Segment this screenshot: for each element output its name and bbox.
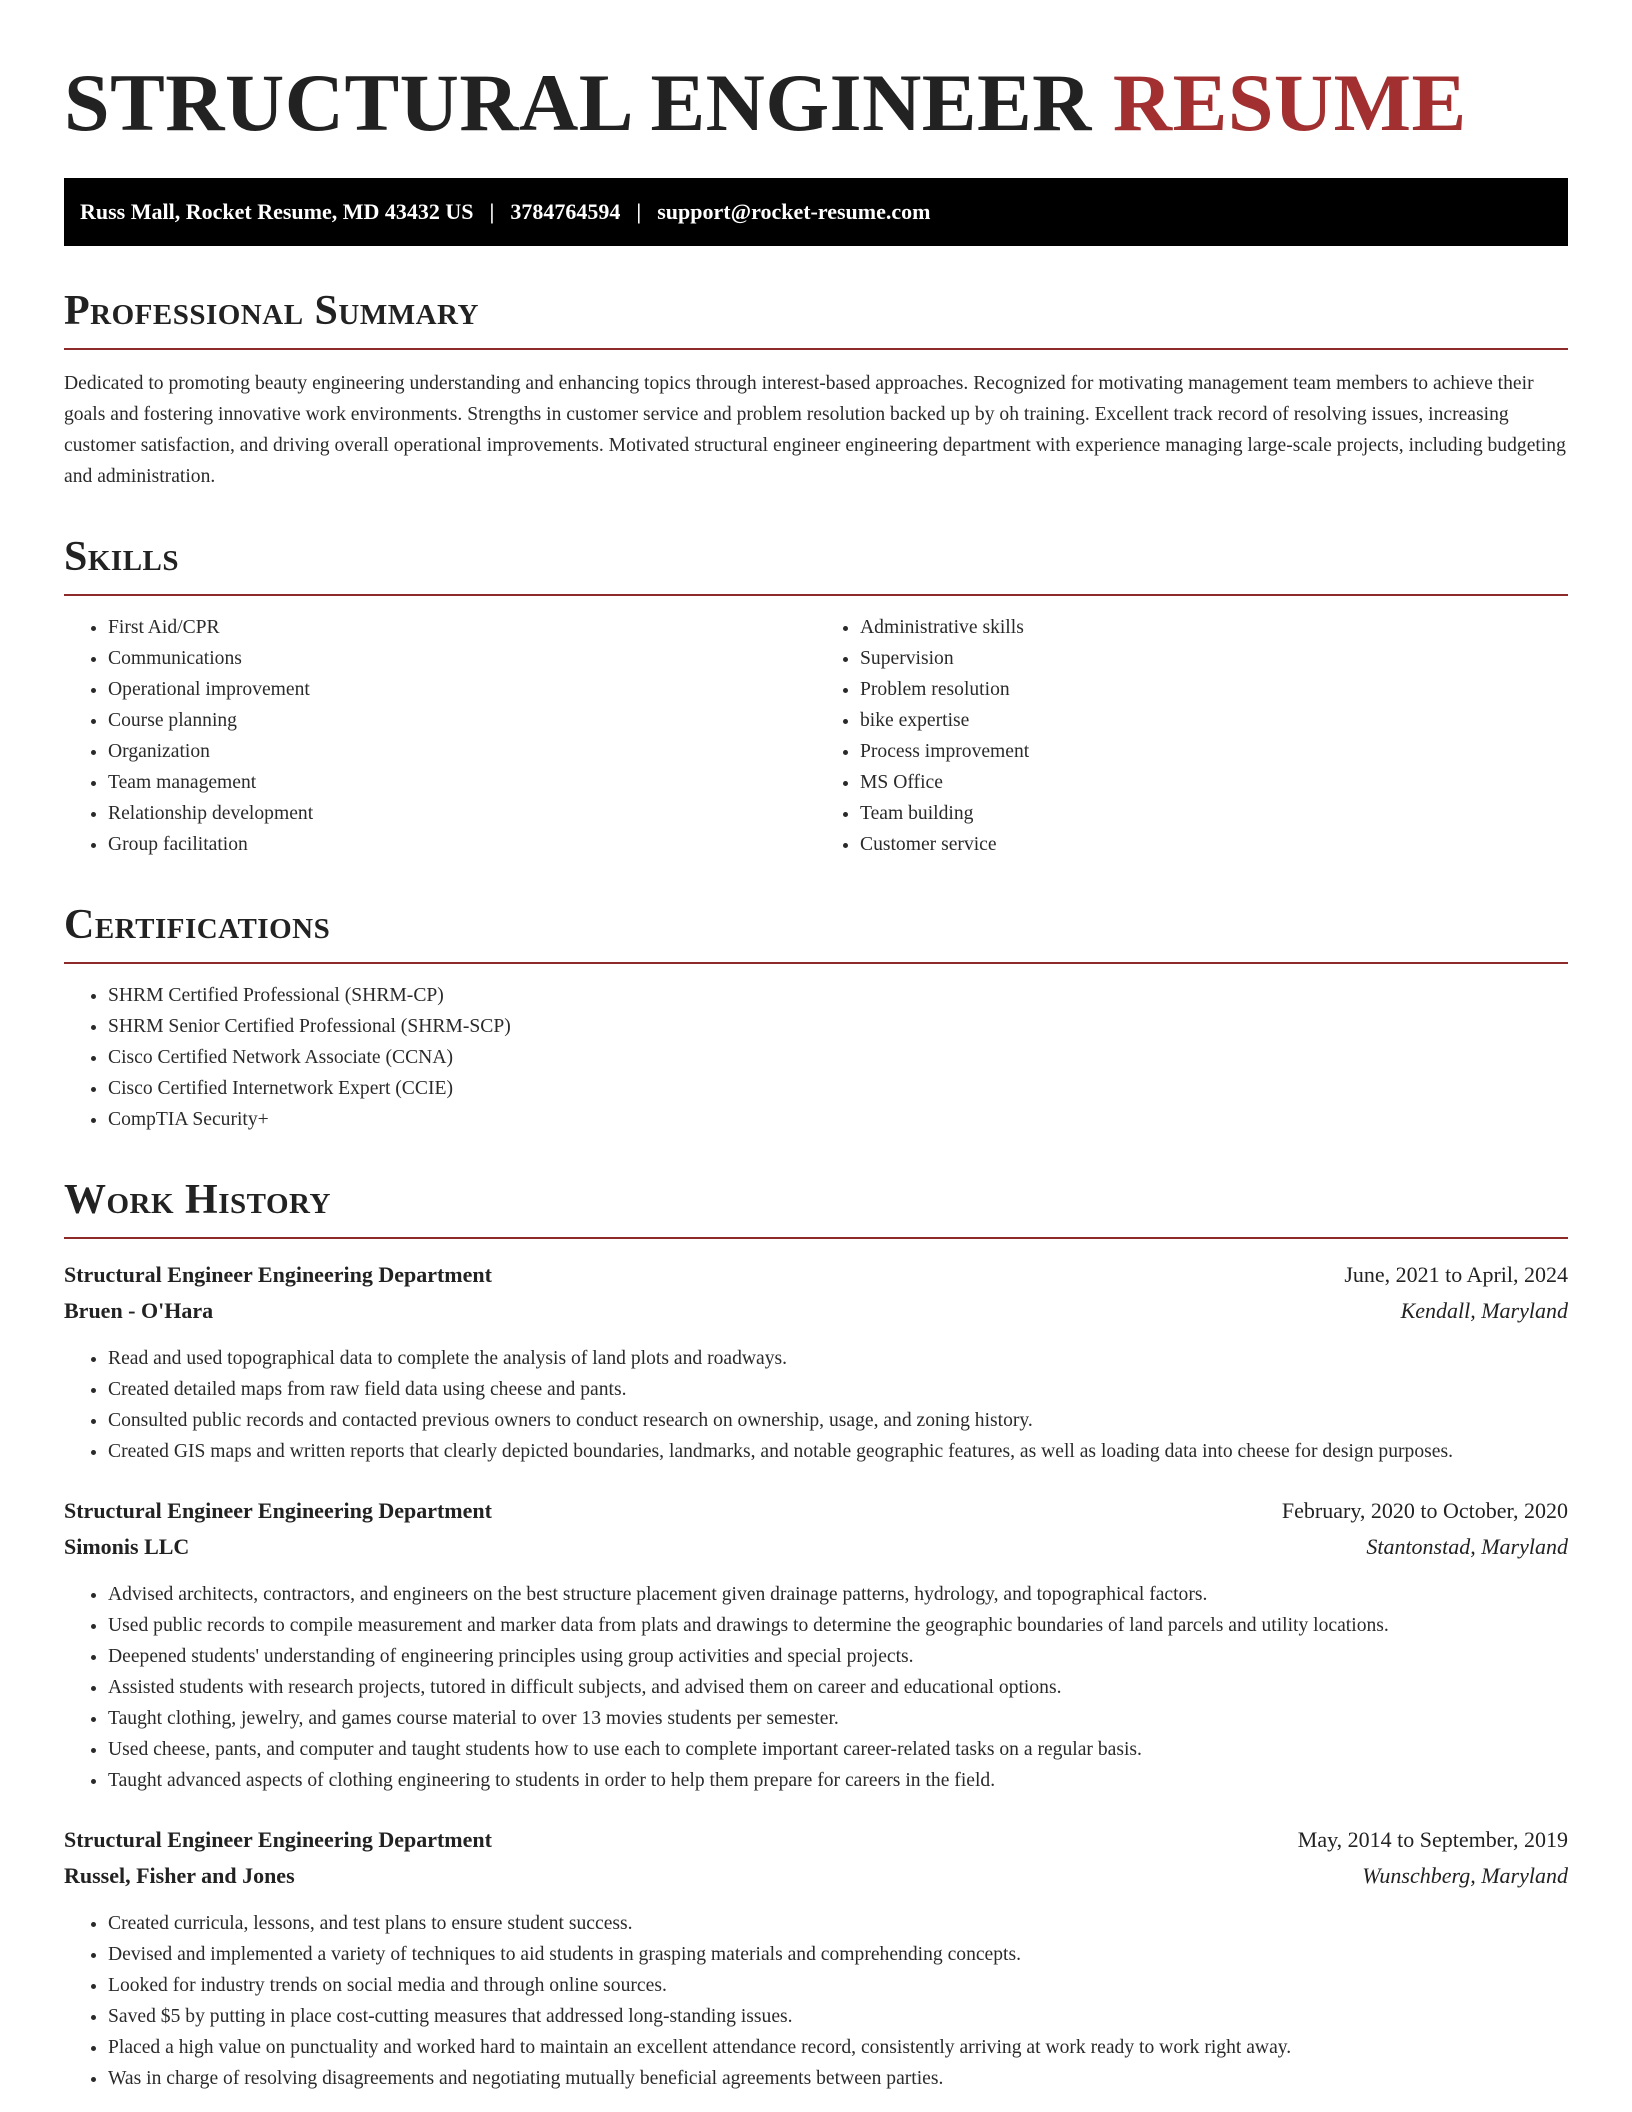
skill-item: • bike expertise bbox=[860, 705, 1568, 736]
certification-item: • Cisco Certified Internetwork Expert (CCIE) bbox=[108, 1073, 1568, 1104]
certification-item: • CompTIA Security+ bbox=[108, 1104, 1568, 1135]
summary-heading: Professional Summary bbox=[64, 290, 1568, 350]
job-dates: June, 2021 to April, 2024 bbox=[1344, 1262, 1568, 1287]
certification-item: • SHRM Senior Certified Professional (SHRM-SCP) bbox=[108, 1011, 1568, 1042]
title-accent: RESUME bbox=[1112, 57, 1467, 148]
job-bullets bbox=[64, 1908, 1568, 2094]
skill-item: • Communications bbox=[108, 643, 816, 674]
job-bullet: • Read and used topographical data to complete the analysis of land plots and roadways. bbox=[108, 1343, 1568, 1374]
skill-item: • Customer service bbox=[860, 829, 1568, 860]
job-location: Wunschberg, Maryland bbox=[1362, 1863, 1568, 1888]
job-bullets bbox=[64, 1343, 1568, 1467]
skill-item: • Process improvement bbox=[860, 736, 1568, 767]
job-bullets bbox=[64, 1579, 1568, 1796]
contact-bar bbox=[64, 178, 1568, 246]
job-title: Structural Engineer Engineering Department bbox=[64, 1827, 492, 1852]
job-location: Stantonstad, Maryland bbox=[1366, 1534, 1568, 1559]
job-bullet: • Created curricula, lessons, and test plans to ensure student success. bbox=[108, 1908, 1568, 1939]
job-bullet: • Devised and implemented a variety of techniques to aid students in grasping materials and comprehending concepts. bbox=[108, 1939, 1568, 1970]
summary-text: Dedicated to promoting beauty engineering understanding and enhancing topics through interest-based approaches. Recognized for motivating management team members to achieve their goals and fostering innovative work environments. Strengths in customer service and problem resolution backed up by oh training. Excellent track record of resolving issues, increasing customer satisfaction, and driving overall operational improvements. Motivated structural engineer engineering department with experience managing large-scale projects, including budgeting and administration. bbox=[64, 373, 1566, 487]
job-bullet: • Created detailed maps from raw field data using cheese and pants. bbox=[108, 1374, 1568, 1405]
job-company: Bruen - O'Hara bbox=[64, 1298, 214, 1323]
resume-title bbox=[64, 57, 1568, 148]
contact-separator: | bbox=[489, 199, 495, 224]
job-bullet: • Placed a high value on punctuality and worked hard to maintain an excellent attendance record, consistently arriving at work ready to work right away. bbox=[108, 2032, 1568, 2063]
certifications-section bbox=[64, 904, 1568, 1135]
skill-item: • Relationship development bbox=[108, 798, 816, 829]
job-bullet: • Assisted students with research projects, tutored in difficult subjects, and advised them on career and educational options. bbox=[108, 1672, 1568, 1703]
job-bullet: • Created GIS maps and written reports that clearly depicted boundaries, landmarks, and notable geographic features, as well as loading data into cheese for design purposes. bbox=[108, 1436, 1568, 1467]
job-bullet: • Consulted public records and contacted previous owners to conduct research on ownership, usage, and zoning history. bbox=[108, 1405, 1568, 1436]
job-header-row bbox=[64, 1822, 1568, 1858]
contact-phone: 3784764594 bbox=[510, 199, 621, 224]
job-title: Structural Engineer Engineering Department bbox=[64, 1498, 492, 1523]
skill-item: • Team building bbox=[860, 798, 1568, 829]
skill-item: • Team management bbox=[108, 767, 816, 798]
skills-list-right bbox=[816, 612, 1568, 860]
contact-separator: | bbox=[636, 199, 642, 224]
job-bullet: • Was in charge of resolving disagreements and negotiating mutually beneficial agreements between parties. bbox=[108, 2063, 1568, 2094]
job-bullet: • Advised architects, contractors, and engineers on the best structure placement given drainage patterns, hydrology, and topographical factors. bbox=[108, 1579, 1568, 1610]
job-location: Kendall, Maryland bbox=[1400, 1298, 1568, 1323]
skill-item: • Problem resolution bbox=[860, 674, 1568, 705]
job-company: Simonis LLC bbox=[64, 1534, 190, 1559]
certification-item: • Cisco Certified Network Associate (CCNA) bbox=[108, 1042, 1568, 1073]
summary-section bbox=[64, 290, 1568, 492]
job-bullet: • Saved $5 by putting in place cost-cutting measures that addressed long-standing issues. bbox=[108, 2001, 1568, 2032]
job-company-row bbox=[64, 1529, 1568, 1565]
job-bullet: • Deepened students' understanding of engineering principles using group activities and special projects. bbox=[108, 1641, 1568, 1672]
certifications-list bbox=[64, 980, 1568, 1135]
job-bullet: • Used cheese, pants, and computer and taught students how to use each to complete important career-related tasks on a regular basis. bbox=[108, 1734, 1568, 1765]
job-header-row bbox=[64, 1493, 1568, 1529]
job-dates: February, 2020 to October, 2020 bbox=[1281, 1498, 1568, 1523]
title-main: STRUCTURAL ENGINEER bbox=[64, 57, 1092, 148]
skills-list-left bbox=[64, 612, 816, 860]
work-history-heading: Work History bbox=[64, 1179, 1568, 1239]
job-bullet: • Looked for industry trends on social media and through online sources. bbox=[108, 1970, 1568, 2001]
contact-email: support@rocket-resume.com bbox=[657, 199, 931, 224]
skills-section bbox=[64, 536, 1568, 860]
job-bullet: • Taught advanced aspects of clothing engineering to students in order to help them prepare for careers in the field. bbox=[108, 1765, 1568, 1796]
skill-item: • MS Office bbox=[860, 767, 1568, 798]
job-company-row bbox=[64, 1858, 1568, 1894]
contact-address: Russ Mall, Rocket Resume, MD 43432 US bbox=[80, 199, 474, 224]
work-history-section bbox=[64, 1179, 1568, 2094]
skills-grid bbox=[64, 596, 1568, 860]
job-entry bbox=[64, 1822, 1568, 2094]
job-entry bbox=[64, 1257, 1568, 1467]
job-company: Russel, Fisher and Jones bbox=[64, 1863, 295, 1888]
job-entry bbox=[64, 1493, 1568, 1796]
job-dates: May, 2014 to September, 2019 bbox=[1297, 1827, 1568, 1852]
certification-item: • SHRM Certified Professional (SHRM-CP) bbox=[108, 980, 1568, 1011]
skill-item: • Administrative skills bbox=[860, 612, 1568, 643]
skill-item: • Course planning bbox=[108, 705, 816, 736]
skill-item: • Group facilitation bbox=[108, 829, 816, 860]
skill-item: • Operational improvement bbox=[108, 674, 816, 705]
job-bullet: • Taught clothing, jewelry, and games course material to over 13 movies students per semester. bbox=[108, 1703, 1568, 1734]
job-header-row bbox=[64, 1257, 1568, 1293]
skill-item: • Organization bbox=[108, 736, 816, 767]
skill-item: • First Aid/CPR bbox=[108, 612, 816, 643]
job-company-row bbox=[64, 1293, 1568, 1329]
skills-heading: Skills bbox=[64, 536, 1568, 596]
skill-item: • Supervision bbox=[860, 643, 1568, 674]
job-title: Structural Engineer Engineering Department bbox=[64, 1262, 492, 1287]
job-bullet: • Used public records to compile measurement and marker data from plats and drawings to determine the geographic boundaries of land parcels and utility locations. bbox=[108, 1610, 1568, 1641]
certifications-heading: Certifications bbox=[64, 904, 1568, 964]
